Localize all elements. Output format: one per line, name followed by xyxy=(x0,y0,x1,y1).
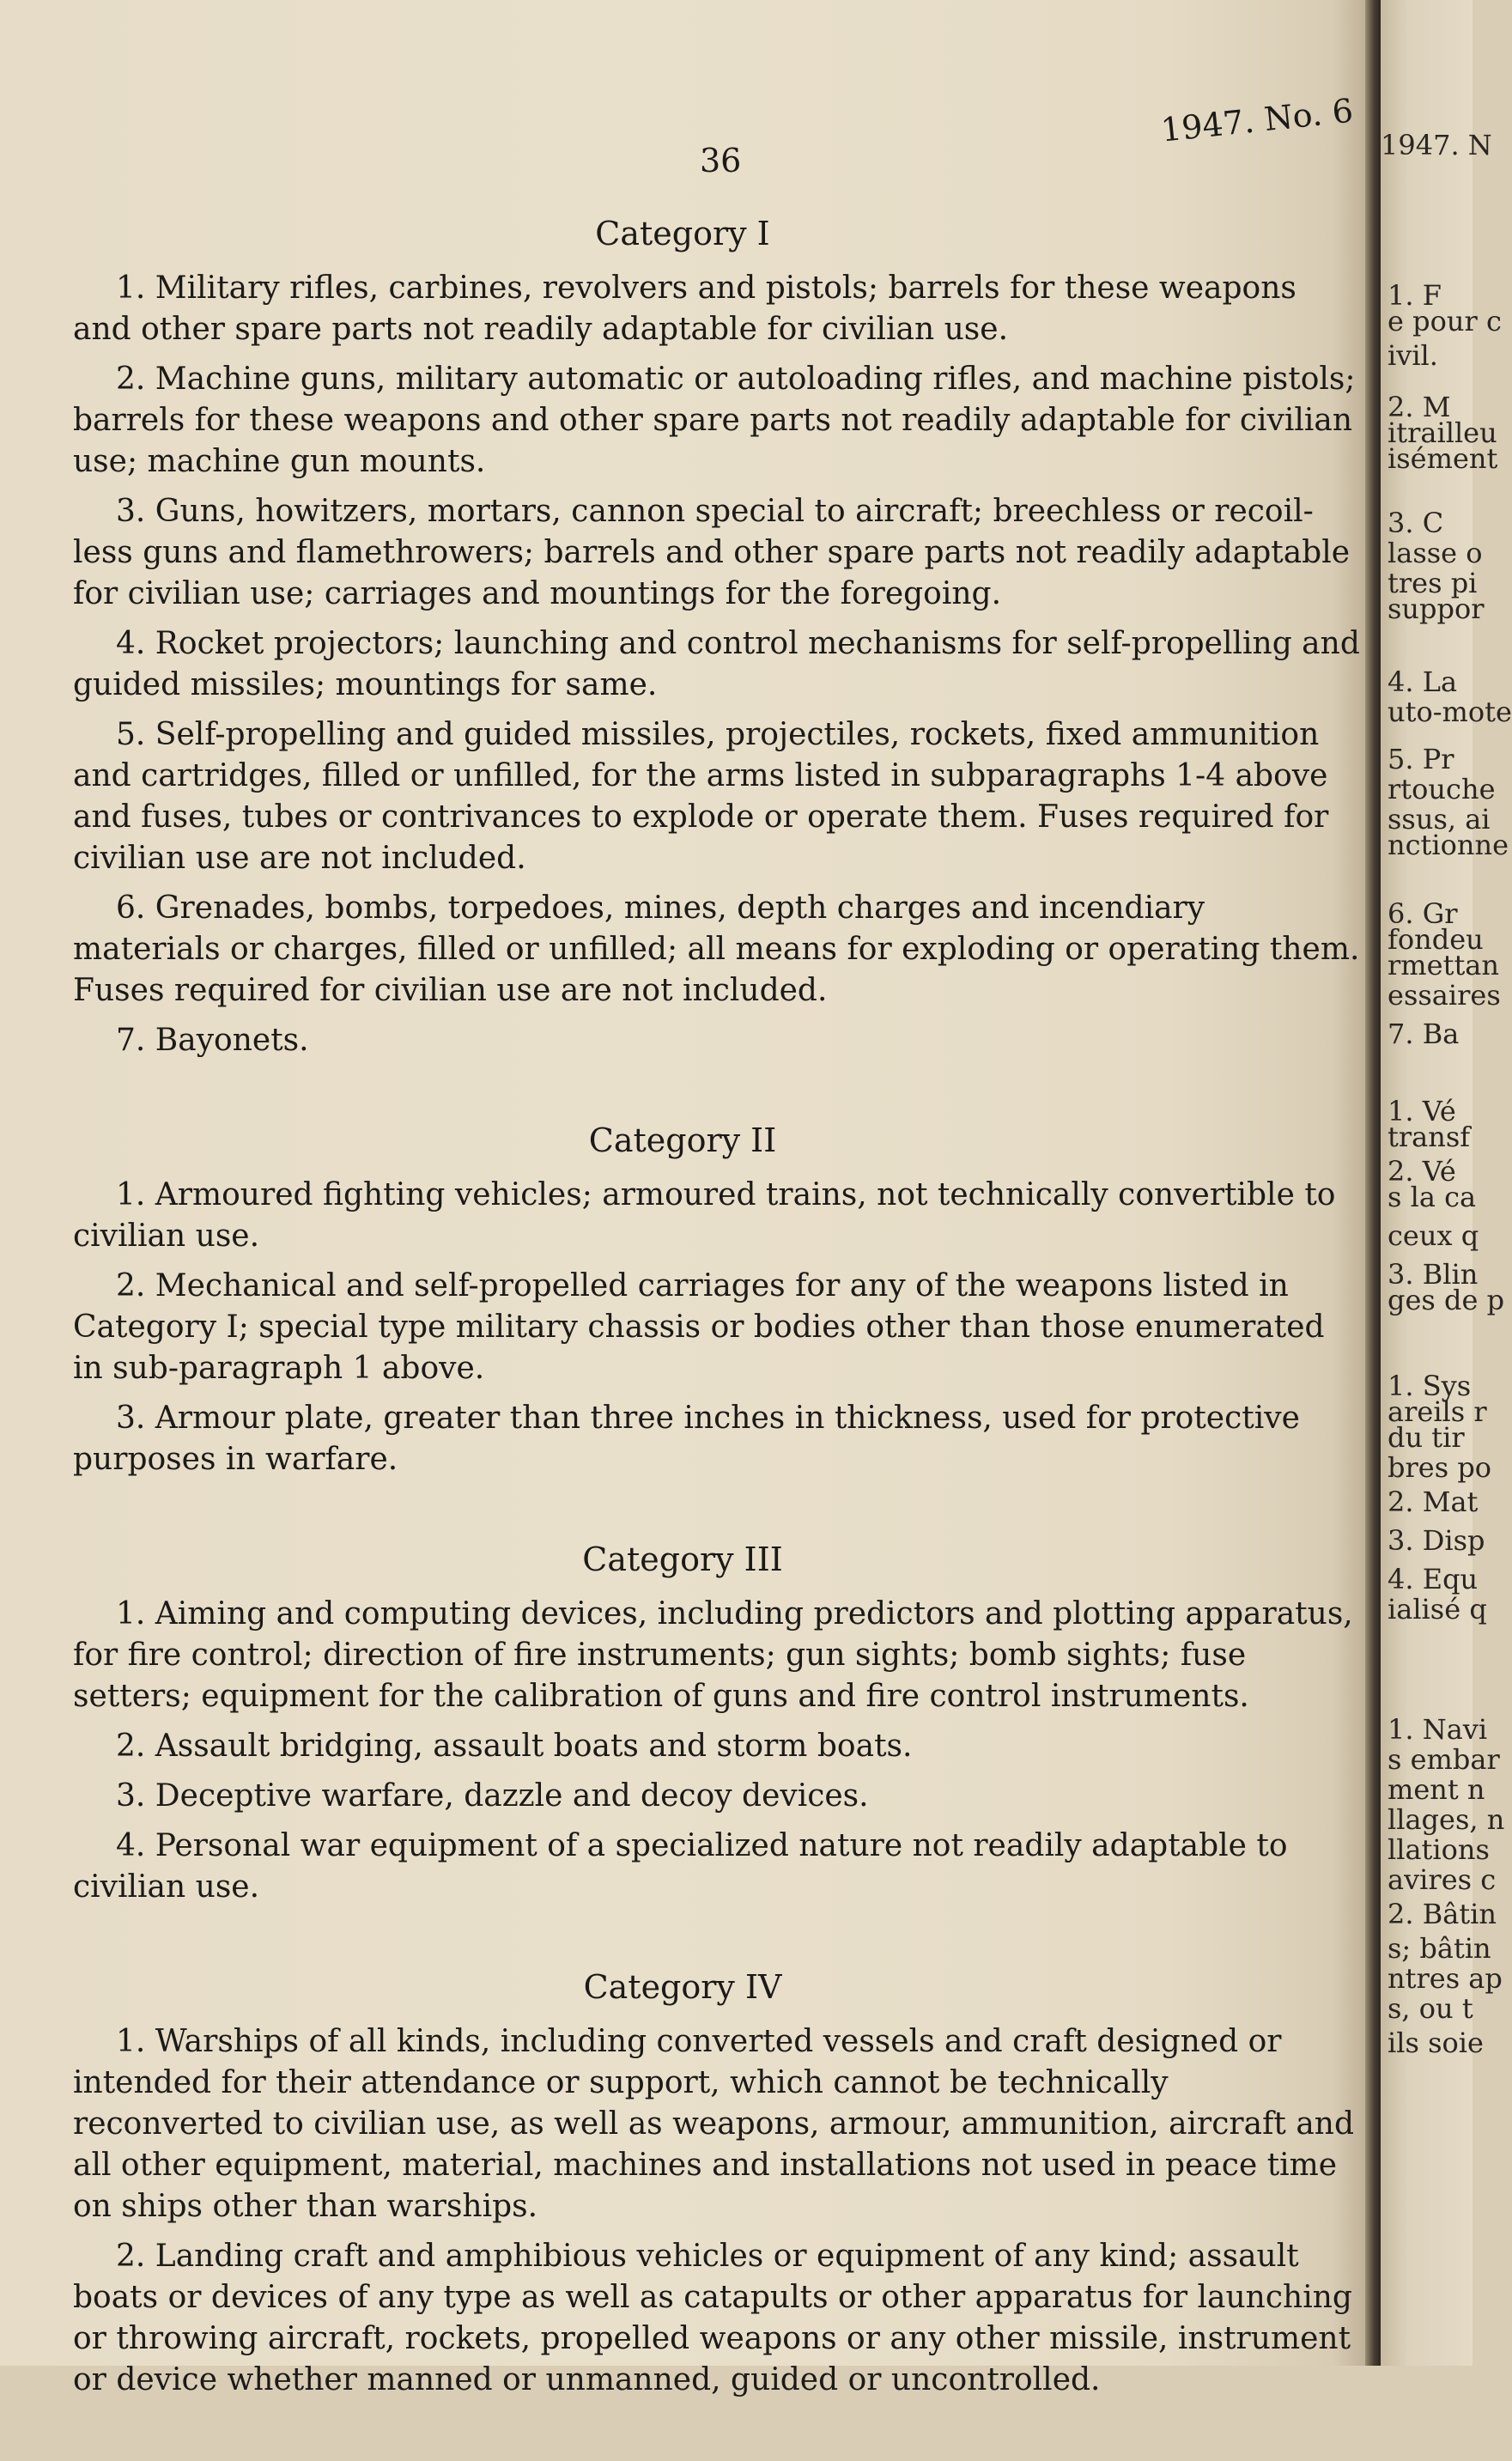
adjacent-page-fragment: ialisé q xyxy=(1388,1593,1487,1625)
adjacent-page-fragment: suppor xyxy=(1388,592,1485,625)
category-title: Category III xyxy=(582,1540,783,1578)
list-item: 3. Armour plate, greater than three inches in thickness, used for protective purposes in warfare. xyxy=(73,1401,1300,1477)
adjacent-page-fragment: 2. Vé xyxy=(1388,1155,1456,1188)
page-body xyxy=(73,215,1361,2461)
adjacent-page-fragment: 1. F xyxy=(1388,279,1442,312)
list-item: 2. Landing craft and amphibious vehicles or equipment of any kind; assault boats or devices of any type as well as catapults or other apparatus for launching or throwing aircraft, rockets, propelled weapons or any other missile, instrument or device whether manned or unmanned, guided or uncontrolled. xyxy=(73,2239,1352,2397)
adjacent-page-fragment: fondeu xyxy=(1388,923,1484,956)
adjacent-page-fragment: ntres ap xyxy=(1388,1962,1503,1995)
adjacent-page-fragment: s la ca xyxy=(1388,1181,1477,1213)
page-number: 36 xyxy=(700,142,742,179)
adjacent-page-fragment: rtouche xyxy=(1388,773,1496,805)
adjacent-page-fragment: 6. Gr xyxy=(1388,897,1458,930)
adjacent-page-fragment: ssus, ai xyxy=(1388,803,1491,836)
adjacent-page-fragment: 3. Disp xyxy=(1388,1524,1485,1557)
list-item: 1. Aiming and computing devices, including predictors and plotting apparatus, for fire control; direction of fire instruments; gun sights; bomb sights; fuse setters; equipment for the calibration of guns and fire control instruments. xyxy=(73,1596,1353,1714)
adjacent-page-fragment: s, ou t xyxy=(1388,1992,1473,2025)
adjacent-page-fragment: itrailleu xyxy=(1388,416,1497,449)
adjacent-page-fragment: du tir xyxy=(1388,1421,1465,1454)
adjacent-page-fragment: 3. C xyxy=(1388,507,1444,539)
adjacent-page-fragment: isément xyxy=(1388,442,1498,475)
adjacent-page-fragment: ils soie xyxy=(1388,2027,1484,2059)
adjacent-page-fragment: 1947. N xyxy=(1381,129,1492,161)
list-item: 2. Machine guns, military automatic or autoloading rifles, and machine pistols; barrels for these weapons and other spare parts not readily adaptable for civilian use; machine gun mounts. xyxy=(73,362,1356,479)
list-item: 4. Rocket projectors; launching and control mechanisms for self-propelling and guided missiles; mountings for same. xyxy=(73,626,1360,702)
list-item: 3. Deceptive warfare, dazzle and decoy devices. xyxy=(116,1778,869,1814)
list-item: 4. Personal war equipment of a specialized nature not readily adaptable to civilian use. xyxy=(73,1828,1288,1905)
adjacent-page-fragment: ment n xyxy=(1388,1773,1485,1806)
list-item: 2. Mechanical and self-propelled carriages for any of the weapons listed in Category I; special type military chassis or bodies other than those enumerated in sub-paragraph 1 above. xyxy=(73,1268,1325,1386)
adjacent-page-fragment: rmettan xyxy=(1388,949,1499,981)
adjacent-page xyxy=(1381,0,1512,2366)
adjacent-page-fragment: 1. Sys xyxy=(1388,1370,1472,1402)
list-item: 3. Guns, howitzers, mortars, cannon special to aircraft; breechless or recoil-less guns and flamethrowers; barrels and other spare parts not readily adaptable for civilian use; carriages and mountings for the foregoing. xyxy=(73,494,1351,611)
adjacent-page-fragment: s; bâtin xyxy=(1388,1932,1491,1965)
adjacent-page-fragment: s embar xyxy=(1388,1743,1500,1776)
adjacent-page-fragment: essaires xyxy=(1388,979,1501,1012)
category-title: Category IV xyxy=(583,1968,782,2006)
adjacent-page-fragment: avires c xyxy=(1388,1863,1497,1896)
adjacent-page-fragment: 1. Vé xyxy=(1388,1095,1456,1127)
list-item: 1. Military rifles, carbines, revolvers and pistols; barrels for these weapons and other spare parts not readily adaptable for civilian use. xyxy=(73,270,1296,347)
adjacent-page-fragment: 7. Ba xyxy=(1388,1018,1460,1050)
adjacent-page-fragment: 1. Navi xyxy=(1388,1713,1488,1746)
adjacent-page-fragment: areils r xyxy=(1388,1395,1487,1428)
adjacent-page-fragment: ivil. xyxy=(1388,339,1438,372)
list-item: 5. Self-propelling and guided missiles, projectiles, rockets, fixed ammunition and cartridges, filled or unfilled, for the arms listed in subparagraphs 1-4 above and fuses, tubes or contrivances to explode or operate them. Fuses required for civilian use are not included. xyxy=(73,717,1329,876)
category-title: Category II xyxy=(588,1121,777,1159)
adjacent-page-fragment: transf xyxy=(1388,1121,1471,1153)
adjacent-page-fragment: e pour c xyxy=(1388,305,1502,337)
adjacent-page-fragment: lasse o xyxy=(1388,537,1483,569)
adjacent-page-fragment: llations xyxy=(1388,1833,1490,1866)
adjacent-page-fragment: 2. Bâtin xyxy=(1388,1898,1497,1930)
adjacent-page-fragment: 2. Mat xyxy=(1388,1486,1479,1518)
adjacent-page-fragment: 4. La xyxy=(1388,665,1458,698)
category-title: Category I xyxy=(595,215,770,252)
adjacent-page-fragment: bres po xyxy=(1388,1451,1492,1484)
list-item: 1. Warships of all kinds, including converted vessels and craft designed or intended for their attendance or support, which cannot be technically reconverted to civilian use, as well as weapons, armour, ammunition, aircraft and all other equipment, material, machines and installations not used in peace time on ships other than warships. xyxy=(73,2024,1355,2224)
adjacent-page-fragment: 3. Blin xyxy=(1388,1258,1479,1291)
category-section xyxy=(73,215,1361,1061)
list-item: 6. Grenades, bombs, torpedoes, mines, depth charges and incendiary materials or charges, filled or unfilled; all means for exploding or operating them. Fuses required for civilian use are not included. xyxy=(73,890,1360,1008)
list-item: 7. Bayonets. xyxy=(116,1023,309,1058)
category-section xyxy=(73,1968,1361,2401)
book-gutter xyxy=(1365,0,1381,2366)
adjacent-page-fragment: nctionne xyxy=(1388,829,1509,861)
adjacent-page-fragment: llages, n xyxy=(1388,1803,1505,1836)
adjacent-page-fragment: 2. M xyxy=(1388,391,1451,423)
adjacent-page-fragment: uto-mote xyxy=(1388,696,1512,728)
adjacent-page-fragment: tres pi xyxy=(1388,567,1478,599)
adjacent-page-fragment: ceux q xyxy=(1388,1219,1479,1252)
adjacent-page-fragment: 4. Equ xyxy=(1388,1563,1479,1595)
list-item: 1. Armoured fighting vehicles; armoured trains, not technically convertible to civilian use. xyxy=(73,1177,1336,1254)
category-section xyxy=(73,1540,1361,1908)
adjacent-page-fragment: ges de p xyxy=(1388,1284,1505,1316)
list-item: 2. Assault bridging, assault boats and storm boats. xyxy=(116,1729,913,1764)
category-section xyxy=(73,1121,1361,1480)
running-head: 1947. No. 6 xyxy=(1159,91,1356,149)
adjacent-page-fragment: 5. Pr xyxy=(1388,743,1454,775)
